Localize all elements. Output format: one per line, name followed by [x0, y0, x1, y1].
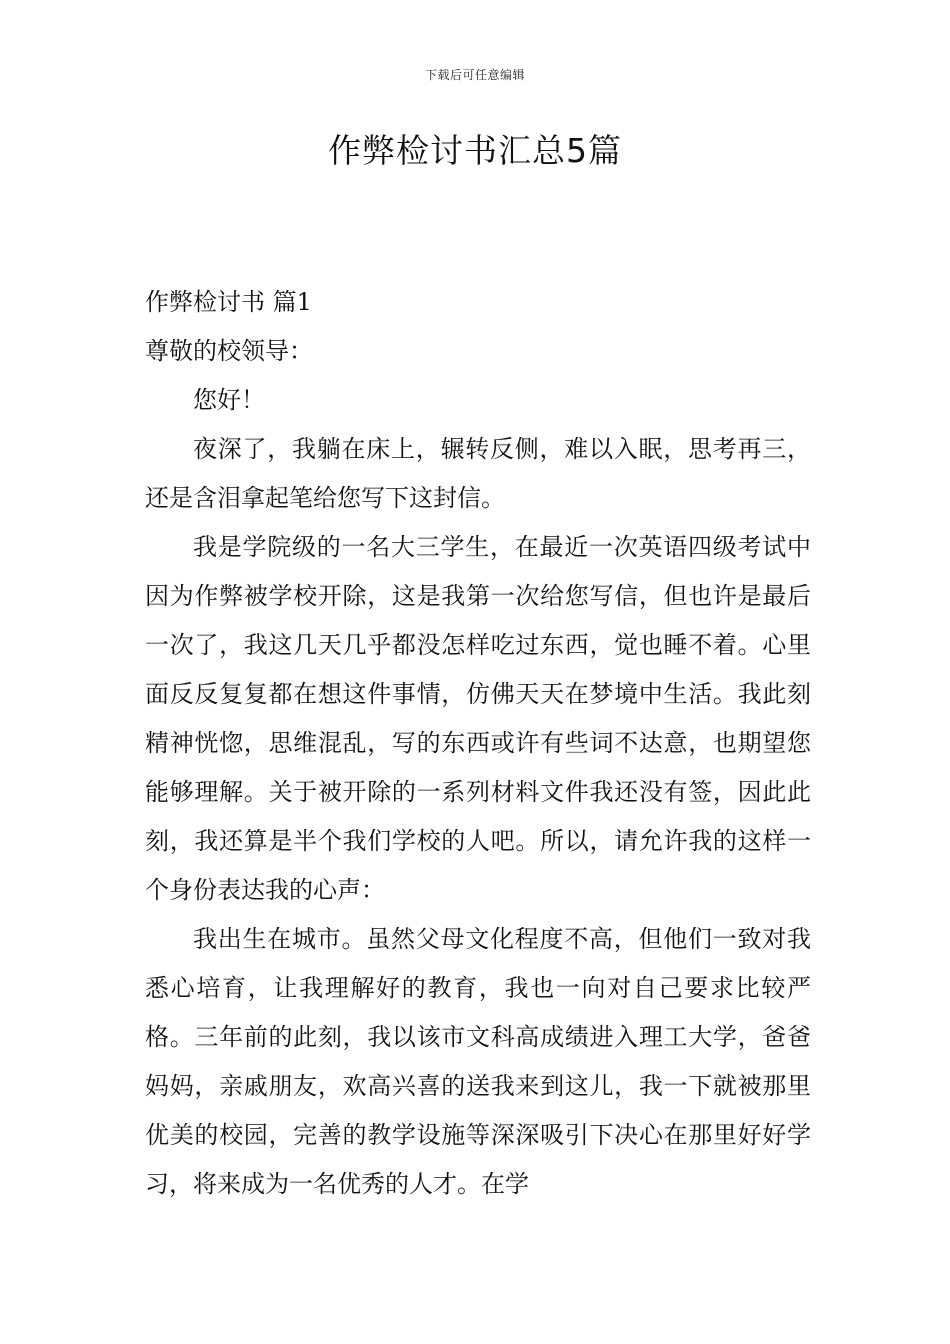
document-body	[145, 278, 811, 1209]
body-paragraph: 夜深了，我躺在床上，辗转反侧，难以入眠，思考再三，还是含泪拿起笔给您写下这封信。	[145, 435, 811, 512]
body-paragraph: 我是学院级的一名大三学生，在最近一次英语四级考试中因为作弊被学校开除，这是我第一次给您写信，但也许是最后一次了，我这几天几乎都没怎样吃过东西，觉也睡不着。心里面反反复复都在想这件事情，仿佛天天在梦境中生活。我此刻精神恍惚，思维混乱，写的东西或许有些词不达意，也期望您能够理解。关于被开除的一系列材料文件我还没有签，因此此刻，我还算是半个我们学校的人吧。所以，请允许我的这样一个身份表达我的心声：	[145, 533, 811, 904]
greeting: 您好！	[193, 386, 265, 414]
body-paragraph: 我出生在城市。虽然父母文化程度不高，但他们一致对我悉心培育，让我理解好的教育，我也一向对自己要求比较严格。三年前的此刻，我以该市文科高成绩进入理工大学，爸爸妈妈，亲戚朋友，欢高兴喜的送我来到这儿，我一下就被那里优美的校园，完善的教学设施等深深吸引下决心在那里好好学习，将来成为一名优秀的人才。在学	[145, 925, 811, 1198]
salutation: 尊敬的校领导：	[145, 337, 313, 365]
section-heading: 作弊检讨书 篇1	[145, 288, 312, 316]
header-note: 下载后可任意编辑	[424, 68, 525, 82]
document-title: 作弊检讨书汇总5篇	[328, 131, 622, 170]
